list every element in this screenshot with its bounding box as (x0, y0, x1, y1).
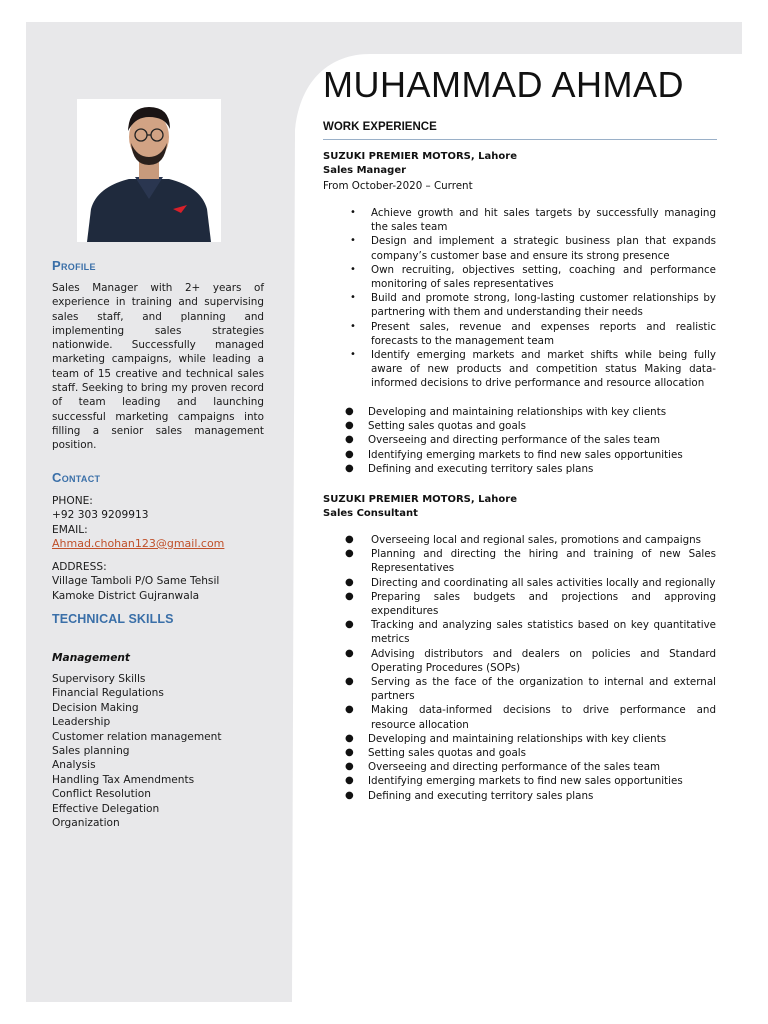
address-line-1: Village Tamboli P/O Same Tehsil (52, 575, 220, 588)
work-experience-heading: WORK EXPERIENCE (323, 121, 437, 133)
bullet-icon: • (350, 207, 356, 218)
address-label: ADDRESS: (52, 561, 107, 574)
job-period: From October-2020 – Current (323, 179, 473, 192)
skill-item: Conflict Resolution (52, 788, 151, 801)
list-item-text: Tracking and analyzing sales statistics based on key quantitative metrics (371, 619, 716, 646)
list-item-text: Planning and directing the hiring and training of new Sales Representatives (371, 548, 716, 575)
bullet-icon: ● (345, 619, 354, 631)
job-responsibilities (323, 533, 718, 803)
company-location: , Lahore (470, 151, 517, 162)
job-title: Sales Manager (323, 165, 407, 177)
profile-summary: Sales Manager with 2+ years of experience in training and supervising sales staff, and planning and implementing sales strategies nationwide. Successfully managed marketing campaigns, while leading a team of 15 creative and technical sales staff. Seeking to bring my proven record of team leading and launching successful marketing campaigns into filling a senior sales management position. (52, 282, 264, 452)
list-item-text: Defining and executing territory sales plans (368, 462, 594, 475)
list-item (323, 462, 718, 476)
contact-details (52, 494, 282, 603)
list-item (323, 405, 718, 419)
list-item (323, 433, 718, 447)
list-item (323, 789, 718, 803)
list-item-text: Overseeing and directing performance of the sales team (368, 434, 661, 447)
list-item (323, 760, 718, 774)
skills-list (52, 672, 222, 830)
list-item (323, 746, 718, 760)
skill-item: Leadership (52, 716, 111, 729)
bullet-icon: • (350, 349, 356, 361)
bullet-icon: ● (345, 775, 354, 787)
email-label: EMAIL: (52, 523, 88, 536)
list-item (323, 675, 718, 703)
job-entry-1 (323, 149, 718, 475)
list-item (323, 234, 718, 262)
company-location: , Lahore (470, 494, 517, 505)
job-responsibilities-extra (323, 405, 718, 476)
list-item (323, 774, 718, 788)
bullet-icon: ● (345, 434, 354, 446)
bullet-icon: ● (345, 747, 354, 759)
list-item-text: Setting sales quotas and goals (368, 747, 527, 760)
list-item-text: Preparing sales budgets and projections and approving expenditures (371, 590, 716, 618)
list-item-text: Identifying emerging markets to find new sales opportunities (368, 775, 683, 788)
phone-number: +92 303 9209913 (52, 509, 149, 522)
list-item (323, 732, 718, 746)
job-entry-2 (323, 492, 718, 802)
list-item-text: Developing and maintaining relationships with key clients (368, 406, 667, 418)
list-item (323, 206, 718, 234)
skill-item: Organization (52, 817, 120, 830)
skill-item: Analysis (52, 759, 96, 772)
bullet-icon: ● (345, 761, 354, 773)
bullet-icon: • (350, 263, 356, 275)
skills-category-title: Management (52, 652, 130, 664)
list-item (323, 533, 718, 547)
skill-item: Financial Regulations (52, 687, 164, 700)
job-title: Sales Consultant (323, 508, 418, 520)
skill-item: Sales planning (52, 745, 130, 758)
list-item (323, 576, 718, 590)
job-responsibilities (323, 206, 718, 391)
bullet-icon: • (350, 320, 356, 332)
list-item-text: Identifying emerging markets to find new sales opportunities (368, 448, 683, 461)
bullet-icon: ● (345, 676, 354, 688)
list-item (323, 291, 718, 319)
contact-heading: Contact (52, 470, 101, 485)
skill-item: Supervisory Skills (52, 673, 146, 685)
candidate-name: MUHAMMAD AHMAD (323, 64, 685, 105)
bullet-icon: ● (345, 647, 354, 659)
list-item (323, 348, 718, 391)
list-item-text: Overseeing local and regional sales, promotions and campaigns (371, 534, 702, 546)
list-item-text: Defining and executing territory sales plans (368, 789, 594, 802)
bullet-icon: ● (345, 534, 354, 545)
list-item (323, 448, 718, 462)
bullet-icon: ● (345, 789, 354, 801)
bullet-icon: ● (345, 406, 354, 417)
bullet-icon: ● (345, 732, 354, 744)
company-name: SUZUKI PREMIER MOTORS (323, 151, 471, 162)
bullet-icon: ● (345, 548, 354, 560)
bullet-icon: ● (345, 590, 354, 602)
list-item (323, 263, 718, 291)
list-item-text: Developing and maintaining relationships with key clients (368, 732, 667, 745)
list-item-text: Making data-informed decisions to drive performance and resource allocation (371, 704, 716, 731)
section-divider (323, 139, 717, 140)
list-item (323, 703, 718, 731)
list-item-text: Identify emerging markets and market shifts while being fully aware of new products and competition status Making data-informed decisions to drive performance and resource allocation (371, 349, 716, 390)
address-line-2: Kamoke District Gujranwala (52, 589, 200, 602)
list-item-text: Setting sales quotas and goals (368, 420, 527, 433)
list-item (323, 320, 718, 348)
list-item (323, 590, 718, 618)
bullet-icon: ● (345, 420, 354, 432)
list-item-text: Build and promote strong, long-lasting customer relationships by partnering with them and understanding their needs (371, 292, 716, 319)
list-item-text: Achieve growth and hit sales targets by successfully managing the sales team (371, 207, 716, 234)
phone-label: PHONE: (52, 495, 93, 507)
technical-skills-heading: TECHNICAL SKILLS (52, 612, 174, 626)
bullet-icon: ● (345, 462, 354, 474)
list-item-text: Overseeing and directing performance of the sales team (368, 761, 661, 774)
list-item-text: Design and implement a strategic business plan that expands company’s customer base and ensure its strong presence (371, 235, 716, 262)
skill-item: Effective Delegation (52, 802, 160, 815)
list-item-text: Present sales, revenue and expenses reports and realistic forecasts to the management team (371, 320, 716, 347)
bullet-icon: ● (345, 576, 354, 588)
list-item (323, 647, 718, 675)
list-item (323, 547, 718, 575)
list-item-text: Serving as the face of the organization to internal and external partners (371, 676, 716, 703)
bullet-icon: ● (345, 448, 354, 460)
list-item-text: Directing and coordinating all sales activities locally and regionally (371, 576, 716, 589)
bullet-icon: ● (345, 704, 354, 716)
skill-item: Customer relation management (52, 730, 222, 743)
skill-item: Handling Tax Amendments (52, 773, 195, 786)
list-item (323, 618, 718, 646)
company-name: SUZUKI PREMIER MOTORS (323, 494, 471, 505)
profile-heading: Profile (52, 258, 96, 273)
list-item (323, 419, 718, 433)
email-link[interactable]: Ahmad.chohan123@gmail.com (52, 536, 225, 550)
list-item-text: Advising distributors and dealers on policies and Standard Operating Procedures (SOPs) (371, 647, 716, 674)
list-item-text: Own recruiting, objectives setting, coaching and performance monitoring of sales representatives (371, 263, 716, 291)
bullet-icon: • (350, 235, 356, 247)
skill-item: Decision Making (52, 701, 139, 714)
profile-photo (77, 99, 221, 242)
bullet-icon: • (350, 292, 356, 304)
